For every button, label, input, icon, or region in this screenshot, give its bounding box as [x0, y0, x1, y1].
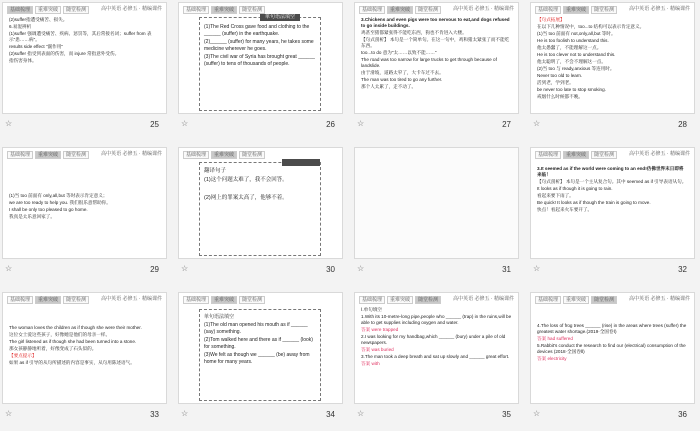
header-title: 高中英语 必修五 · 精编课件 — [101, 6, 162, 12]
tab-label: 随堂检测 — [63, 151, 89, 159]
text-line: Never too old to learn. — [537, 73, 583, 78]
slide-header — [7, 296, 162, 304]
text-line: He is too foolish to understand this. — [537, 38, 609, 43]
text-line: 2.I was looking for my handbag,which ______ (bury) under a pile of old newspapers. — [361, 334, 506, 345]
star-icon[interactable]: ☆ — [5, 264, 13, 273]
star-icon[interactable]: ☆ — [533, 119, 541, 128]
star-icon[interactable]: ☆ — [533, 264, 541, 273]
slide-29[interactable] — [2, 147, 167, 259]
text-line: (1)The old man opened his mouth as if ______ (say) something. — [204, 322, 308, 335]
slide-body — [9, 17, 160, 109]
text-line: 那女孩静静地听着，好像变成了石头似的。 — [9, 346, 97, 351]
text-line: 活到老，学到老。 — [537, 80, 574, 85]
text-line: Be quick! It looks as if though the train is going to move. — [537, 200, 651, 205]
header-title: 高中英语 必修五 · 精编课件 — [629, 6, 690, 12]
text-line: (1)The Red Cross gave food and clothing to the ______ (suffer) in the earthquake. — [204, 24, 310, 37]
slide-number: 35 — [502, 410, 511, 419]
tab-label: 基础梳理 — [535, 6, 561, 14]
text-line: 这位女士爱这些孩子，好像她是他们的母亲一样。 — [9, 332, 111, 337]
text-line: 指伤害身体。 — [9, 58, 37, 63]
slide-header — [359, 296, 514, 304]
header-title: 高中英语 必修五 · 精编课件 — [453, 296, 514, 302]
tab-label: 重难突破 — [563, 151, 589, 159]
tab-label: 重难突破 — [35, 151, 61, 159]
text-line: 翻译句子 — [204, 168, 227, 174]
slide-body — [537, 17, 688, 109]
tab-label: 随堂检测 — [239, 6, 265, 14]
slide-body — [9, 193, 160, 254]
text-line: (2)______ (suffer) for many years, he takes some medicine wherever he goes. — [204, 39, 314, 52]
slide-26[interactable] — [178, 2, 343, 114]
text-line: (3)We felt as though we ______ (be) away from home for many years. — [204, 352, 310, 365]
text-line: (2)当 too 与 ready,anxious 等连用时。 — [537, 66, 615, 71]
text-line: results side effect "副作用" — [9, 44, 63, 49]
slide-number: 31 — [502, 265, 511, 274]
header-title: 高中英语 必修五 · 精编课件 — [453, 6, 514, 12]
slide-header — [535, 6, 690, 14]
tab-label: 重难突破 — [211, 6, 237, 14]
slide-thumb-25[interactable] — [2, 2, 167, 129]
text-line: (3)The civil war of Syria has brought great ______ (suffer) to tens of thousands of people. — [204, 54, 315, 67]
text-line: The road was too narrow for large trucks to get through because of landslide. — [361, 57, 497, 68]
text-line: 快点！看起来火车要开了。 — [537, 207, 593, 212]
header-title: 高中英语 必修五 · 精编课件 — [629, 151, 690, 157]
slide-27[interactable] — [354, 2, 519, 114]
text-line: 6.易混辨析 — [9, 24, 32, 29]
text-line: 【要点提示】 — [9, 353, 37, 358]
answer-line: 答案 was buried — [361, 347, 394, 352]
slide-31[interactable] — [354, 147, 519, 259]
slide-number: 28 — [678, 120, 687, 129]
header-title: 高中英语 必修五 · 精编课件 — [629, 296, 690, 302]
tab-label: 基础梳理 — [7, 6, 33, 14]
slide-thumb-33[interactable] — [2, 292, 167, 419]
tab-label: 重难突破 — [211, 151, 237, 159]
tab-label: 随堂检测 — [63, 296, 89, 304]
slide-thumb-27[interactable] — [354, 2, 519, 129]
tab-label: 随堂检测 — [591, 151, 617, 159]
text-line: (2)Tom walked here and there as if ______ (look) for something. — [204, 337, 313, 350]
text-line: I shall be only too pleased to go home. — [9, 207, 88, 212]
tab-label: 基础梳理 — [359, 6, 385, 14]
text-line: too...to do 意为"太……以致不能……" — [361, 50, 437, 55]
text-line: 3.Chickens and even pigs were too nervous to eat,and dogs refused to go inside buildings. — [361, 17, 510, 28]
slide-number: 30 — [326, 265, 335, 274]
slide-thumb-36[interactable] — [530, 292, 695, 419]
answer-line: 答案 with — [361, 361, 380, 366]
slide-header — [535, 151, 690, 159]
text-line: 【句式剖析】 本句是一个简单句。在这一句中，鸡和猪太紧张了而不能吃东西。 — [361, 37, 510, 48]
star-icon[interactable]: ☆ — [181, 409, 189, 418]
tab-label: 随堂检测 — [63, 6, 89, 14]
slide-number: 32 — [678, 265, 687, 274]
slide-number: 33 — [150, 410, 159, 419]
text-line: 我真是太乐意回家了。 — [9, 214, 55, 219]
text-line: 【句式拓展】 — [537, 17, 565, 22]
slide-number: 26 — [326, 120, 335, 129]
text-line: be never too late to stop smoking. — [537, 87, 606, 92]
answer-line: 答案 had suffered — [537, 336, 573, 341]
slide-header — [535, 296, 690, 304]
text-line: 5.Rabbit's conduct the research to find our (electrical) consumption of the devices (2018·全国卷Ⅱ) — [537, 343, 686, 354]
tab-label: 重难突破 — [211, 296, 237, 304]
text-line: 3.The man took a deep breath and sat up slowly and ______ great effort. — [361, 354, 510, 359]
text-line: 4.The loss of frog trees ______ (rise) in the areas where trees (suffer) the greatest water shortage.(2019·全国卷Ⅰ) — [537, 323, 687, 334]
star-icon[interactable]: ☆ — [5, 119, 13, 128]
text-line: 鸡甚至猪都紧张得不能吃东西，狗也不肯进入大楼。 — [361, 30, 467, 35]
box-heading: 单句语法填空 — [260, 14, 300, 21]
star-icon[interactable]: ☆ — [181, 119, 189, 128]
tab-label: 基础梳理 — [183, 6, 209, 14]
tab-label: 随堂检测 — [591, 296, 617, 304]
exercise-box — [199, 309, 321, 401]
tab-label: 基础梳理 — [7, 296, 33, 304]
star-icon[interactable]: ☆ — [181, 264, 189, 273]
slide-header — [183, 151, 338, 159]
text-line: (1)当 too 前面有 not,only,all,but 等时。 — [537, 31, 616, 36]
tab-label: 随堂检测 — [239, 296, 265, 304]
slide-number: 29 — [150, 265, 159, 274]
slide-header — [359, 6, 514, 14]
slide-number: 27 — [502, 120, 511, 129]
tab-label: 重难突破 — [563, 296, 589, 304]
slide-36[interactable] — [530, 292, 695, 404]
text-line: (2)suffer指遭受痛苦、损失。 — [9, 17, 68, 22]
text-line: 由于滑坡，道路太窄了，大卡车过不去。 — [361, 70, 444, 75]
slide-number: 36 — [678, 410, 687, 419]
tab-label: 基础梳理 — [183, 296, 209, 304]
star-icon[interactable]: ☆ — [357, 409, 365, 418]
text-line: 单句语法填空 — [204, 314, 235, 320]
text-line: (1)这个问题太难了，我不会回答。 — [204, 177, 288, 183]
text-line: (2)网上的罪案太高了，他够不着。 — [204, 195, 288, 201]
tab-label: 基础梳理 — [183, 151, 209, 159]
slide-30[interactable] — [178, 147, 343, 259]
slide-body — [537, 323, 688, 399]
slide-thumb-30[interactable] — [178, 147, 343, 274]
slide-number: 25 — [150, 120, 159, 129]
tab-label: 基础梳理 — [535, 296, 561, 304]
slide-28[interactable] — [530, 2, 695, 114]
tab-label: 基础梳理 — [7, 151, 33, 159]
text-line: The girl listened as if though she had been turned into a stone. — [9, 339, 137, 344]
slide-thumb-29[interactable] — [2, 147, 167, 274]
tab-label: 随堂检测 — [415, 6, 441, 14]
text-line: 戒烟什么时候都不晚。 — [537, 94, 583, 99]
text-line: 看起来要下雨了。 — [537, 193, 574, 198]
slide-header — [359, 151, 514, 159]
tab-label: 基础梳理 — [359, 296, 385, 304]
text-line: 在以下几种情况中，too...to 结构可以表示肯定意义。 — [537, 24, 645, 29]
tab-label: 重难突破 — [35, 6, 61, 14]
star-icon[interactable]: ☆ — [357, 119, 365, 128]
slide-header — [183, 296, 338, 304]
tab-label: 随堂检测 — [591, 6, 617, 14]
slide-body — [361, 17, 512, 109]
text-line: 【句式剖析】 本句是一个主从复合句。其中 seemed as if 引导表语从句。 — [537, 179, 687, 184]
star-icon[interactable]: ☆ — [5, 409, 13, 418]
text-line: 那个人太累了，走不动了。 — [361, 84, 417, 89]
slide-body — [9, 325, 160, 399]
slide-thumb-28[interactable] — [530, 2, 695, 129]
answer-line: 答案 were trapped — [361, 327, 399, 332]
slide-body — [361, 307, 512, 399]
text-line: 3.It seemed as if the world were coming to an end!仿佛世界末日即将来临！ — [537, 166, 684, 177]
tab-label: 重难突破 — [387, 296, 413, 304]
slide-number: 34 — [326, 410, 335, 419]
slide-34[interactable] — [178, 292, 343, 404]
slide-35[interactable] — [354, 292, 519, 404]
tab-label: 重难突破 — [387, 6, 413, 14]
text-line: It looks as if though it is going to rain. — [537, 186, 613, 191]
answer-line: 答案 electricity — [537, 356, 567, 361]
tab-label: 随堂检测 — [415, 296, 441, 304]
tab-label: 基础梳理 — [535, 151, 561, 159]
slide-thumb-31[interactable] — [354, 147, 519, 274]
slide-25[interactable] — [2, 2, 167, 114]
star-icon[interactable]: ☆ — [357, 264, 365, 273]
text-line: 他太愚蠢了，不能理解这一点。 — [537, 45, 602, 50]
slide-thumb-26[interactable] — [178, 2, 343, 129]
exercise-box — [199, 162, 321, 256]
slide-header — [7, 6, 162, 14]
text-line: we are too ready to help you. 我们很乐意帮助你。 — [9, 200, 111, 205]
slide-32[interactable] — [530, 147, 695, 259]
slide-thumb-32[interactable] — [530, 147, 695, 274]
tab-label: 重难突破 — [35, 296, 61, 304]
slide-thumb-34[interactable] — [178, 292, 343, 419]
header-title: 高中英语 必修五 · 精编课件 — [101, 296, 162, 302]
text-line: 1.With its 10-metre-long pipe,people who ______ (trap) in the ruins,will be able to get supplies including oxygen and water. — [361, 314, 512, 325]
slide-header — [183, 6, 338, 14]
text-line: (2)suffer 指受到表面的伤害，而 injure 常指意外受伤。 — [9, 51, 120, 56]
header-title: 高中英语 必修五 · 精编课件 — [101, 151, 162, 157]
box-heading — [282, 159, 320, 166]
text-line: He is too clever not to understand this. — [537, 52, 616, 57]
slide-header — [7, 151, 162, 159]
text-line: (1)suffer 强调遭受痛苦、疾病、惩罚等，其后常接名词；suffer from 表示"患……病"。 — [9, 31, 152, 42]
tab-label: 随堂检测 — [239, 151, 265, 159]
slide-body — [537, 166, 688, 254]
text-line: 他太聪明了，不会不理解这一点。 — [537, 59, 606, 64]
slide-33[interactable] — [2, 292, 167, 404]
text-line: The man was too tired to go any further. — [361, 77, 443, 82]
exercise-box — [199, 14, 321, 111]
slide-thumb-35[interactable] — [354, 292, 519, 419]
tab-label: 重难突破 — [563, 6, 589, 14]
star-icon[interactable]: ☆ — [533, 409, 541, 418]
text-line: Ⅰ.单句填空 — [361, 307, 383, 312]
text-line: (1)当 too 前面有 only,all,but 等时表示肯定意义； — [9, 193, 108, 198]
text-line: The woman loves the children as if though she were their mother. — [9, 325, 142, 330]
text-line: 如果 as if 引导的从句所描述的内容是事实，从句用陈述语气。 — [9, 360, 135, 365]
